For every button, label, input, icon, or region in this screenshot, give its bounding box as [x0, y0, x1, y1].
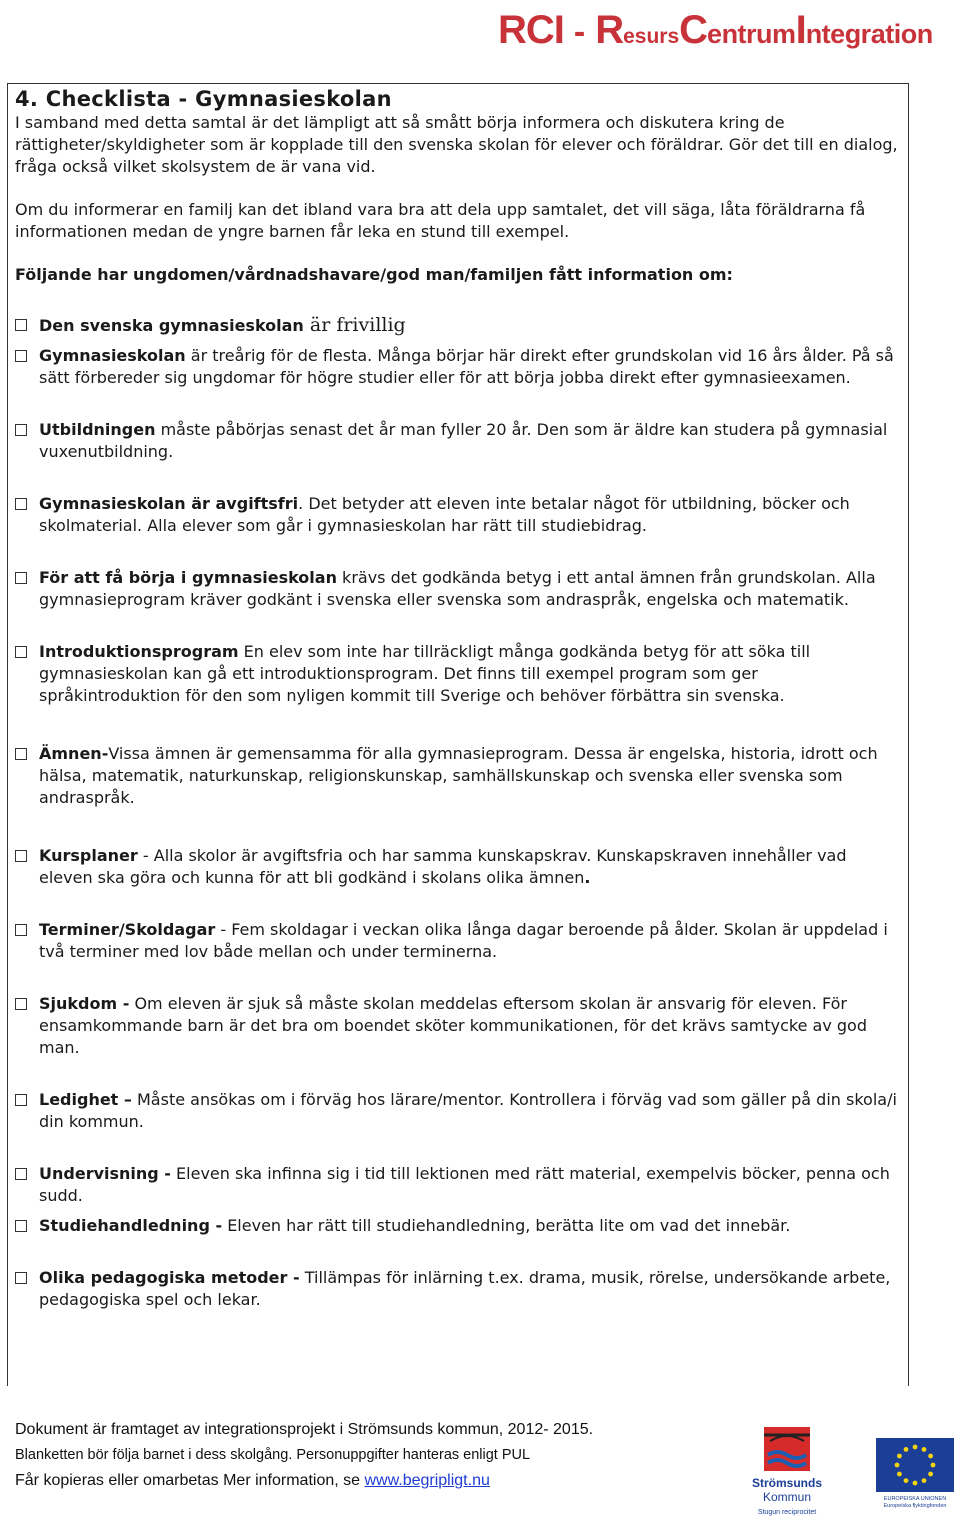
- checkbox-icon[interactable]: [15, 1220, 27, 1232]
- checklist-item-frivillig: Den svenska gymnasieskolan är frivillig: [15, 314, 900, 337]
- muni-name-3: Stugun reciprocitet: [757, 1509, 817, 1516]
- checkbox-icon[interactable]: [15, 1272, 27, 1284]
- eu-star: [904, 1447, 909, 1452]
- lead-text: Följande har ungdomen/vårdnadshavare/god man/familjen fått information om:: [15, 265, 733, 284]
- checklist-item-introduktion: Introduktionsprogram En elev som inte har tillräckligt många godkända betyg för att söka till gymnasieskolan kan gå ett introduktionsprogram. Det finns till exempel program som ger språkintroduktion för den som nyligen kommit till Sverige och behöver förbättra sin svenska.: [15, 641, 900, 707]
- eu-star: [897, 1472, 902, 1477]
- checklist-item-kursplaner: Kursplaner - Alla skolor är avgiftsfria och har samma kunskapskrav. Kunskapskraven innehåller vad eleven ska göra och kunna för att bli godkänd i skolans olika ämnen.: [15, 845, 900, 889]
- footer-line-2: Blanketten bör följa barnet i dess skolgång. Personuppgifter hanteras enligt PUL: [15, 1447, 531, 1463]
- begripligt-link[interactable]: www.begripligt.nu: [364, 1472, 490, 1489]
- eu-star: [931, 1463, 936, 1468]
- checklist-item-borja: För att få börja i gymnasieskolan krävs det godkända betyg i ett antal ämnen från grundskolan. Alla gymnasieprogram kräver godkänt i svenska eller svenska som andraspråk, engelska och matematik.: [15, 567, 900, 611]
- checklist-item-studiehandledning: Studiehandledning - Eleven har rätt till studiehandledning, berätta lite om vad det innebär.: [15, 1215, 900, 1237]
- eu-star: [922, 1447, 927, 1452]
- eu-star: [895, 1463, 900, 1468]
- intro-paragraph: I samband med detta samtal är det lämpligt att så smått börja informera och diskutera kring de rättigheter/skyldigheter som är kopplade till den svenska skolan för elever och föräldrar. Gör det till en dialog, fråga också vilket skolsystem de är vana vid.: [15, 113, 898, 176]
- checklist-item-utbildningen: Utbildningen måste påbörjas senast det år man fyller 20 år. Den som är äldre kan studera på gymnasial vuxenutbildning.: [15, 419, 900, 463]
- checklist-item-pedagogiska: Olika pedagogiska metoder - Tillämpas för inlärning t.ex. drama, musik, rörelse, undersökande arbete, pedagogiska spel och lekar.: [15, 1267, 900, 1311]
- checklist-item-ledighet: Ledighet – Måste ansökas om i förväg hos lärare/mentor. Kontrollera i förväg vad som gäller på din skola/i din kommun.: [15, 1089, 900, 1133]
- checkbox-icon[interactable]: [15, 646, 27, 658]
- eu-caption-1: EUROPEISKA UNIONEN: [883, 1496, 947, 1502]
- stromsund-municipality-logo: [750, 1425, 824, 1517]
- eu-star: [922, 1478, 927, 1483]
- checklist-item-undervisning: Undervisning - Eleven ska infinna sig i tid till lektionen med rätt material, exempelvis böcker, penna och sudd.: [15, 1163, 900, 1207]
- checkbox-icon[interactable]: [15, 1168, 27, 1180]
- checkbox-icon[interactable]: [15, 1094, 27, 1106]
- footer-line-3: Får kopieras eller omarbetas Mer information, se www.begripligt.nu: [15, 1472, 490, 1489]
- checklist-item-terminer: Terminer/Skoldagar - Fem skoldagar i veckan olika långa dagar beroende på ålder. Skolan är uppdelad i två terminer med lov både mellan och under terminerna.: [15, 919, 900, 963]
- footer: [15, 1418, 593, 1494]
- checklist-content: [15, 86, 900, 1311]
- checklist-item-amnen: Ämnen-Vissa ämnen är gemensamma för alla gymnasieprogram. Dessa är engelska, historia, idrott och hälsa, matematik, naturkunskap, religionskunskap, samhällskunskap och svenska eller svenska som andraspråk.: [15, 743, 900, 809]
- eu-caption-2: Europeiska flyktingfonden: [883, 1503, 947, 1508]
- checkbox-icon[interactable]: [15, 850, 27, 862]
- checklist-item-gymnasieskolan: Gymnasieskolan är treårig för de flesta. Många börjar här direkt efter grundskolan vid 16 års ålder. På så sätt förbereder sig ungdomar för högre studier eller för att börja jobba direkt efter gymnasieexamen.: [15, 345, 900, 389]
- checkbox-icon[interactable]: [15, 572, 27, 584]
- checklist-item-avgiftsfri: Gymnasieskolan är avgiftsfri. Det betyder att eleven inte betalar något för utbildning, böcker och skolmaterial. Alla elever som går i gymnasieskolan har rätt till studiebidrag.: [15, 493, 900, 537]
- checkbox-icon[interactable]: [15, 498, 27, 510]
- checkbox-icon[interactable]: [15, 319, 27, 331]
- footer-line-1: Dokument är framtaget av integrationsprojekt i Strömsunds kommun, 2012- 2015.: [15, 1421, 594, 1438]
- page-title: 4. Checklista - Gymnasieskolan: [15, 87, 392, 111]
- eu-star: [913, 1445, 918, 1450]
- eu-star: [928, 1454, 933, 1459]
- checklist-item-sjukdom: Sjukdom - Om eleven är sjuk så måste skolan meddelas eftersom skolan är ansvarig för eleven. För ensamkommande barn är det bra om boendet sköter kommunikationen, för det krävs samtycke av god man.: [15, 993, 900, 1059]
- eu-flag-logo: [874, 1436, 956, 1508]
- eu-star: [928, 1472, 933, 1477]
- rci-logo: RCI - ResursCentrumIntegration: [498, 8, 933, 52]
- eu-star: [897, 1454, 902, 1459]
- intro-paragraph-2: Om du informerar en familj kan det ibland vara bra att dela upp samtalet, det vill säga, låta föräldrarna få informationen medan de yngre barnen får leka en stund till exempel.: [15, 200, 866, 241]
- muni-name-1: Strömsunds: [751, 1476, 823, 1490]
- checkbox-icon[interactable]: [15, 924, 27, 936]
- checkbox-icon[interactable]: [15, 350, 27, 362]
- checkbox-icon[interactable]: [15, 748, 27, 760]
- muni-name-2: Kommun: [762, 1490, 812, 1504]
- eu-star: [913, 1481, 918, 1486]
- checkbox-icon[interactable]: [15, 998, 27, 1010]
- eu-star: [904, 1478, 909, 1483]
- checkbox-icon[interactable]: [15, 424, 27, 436]
